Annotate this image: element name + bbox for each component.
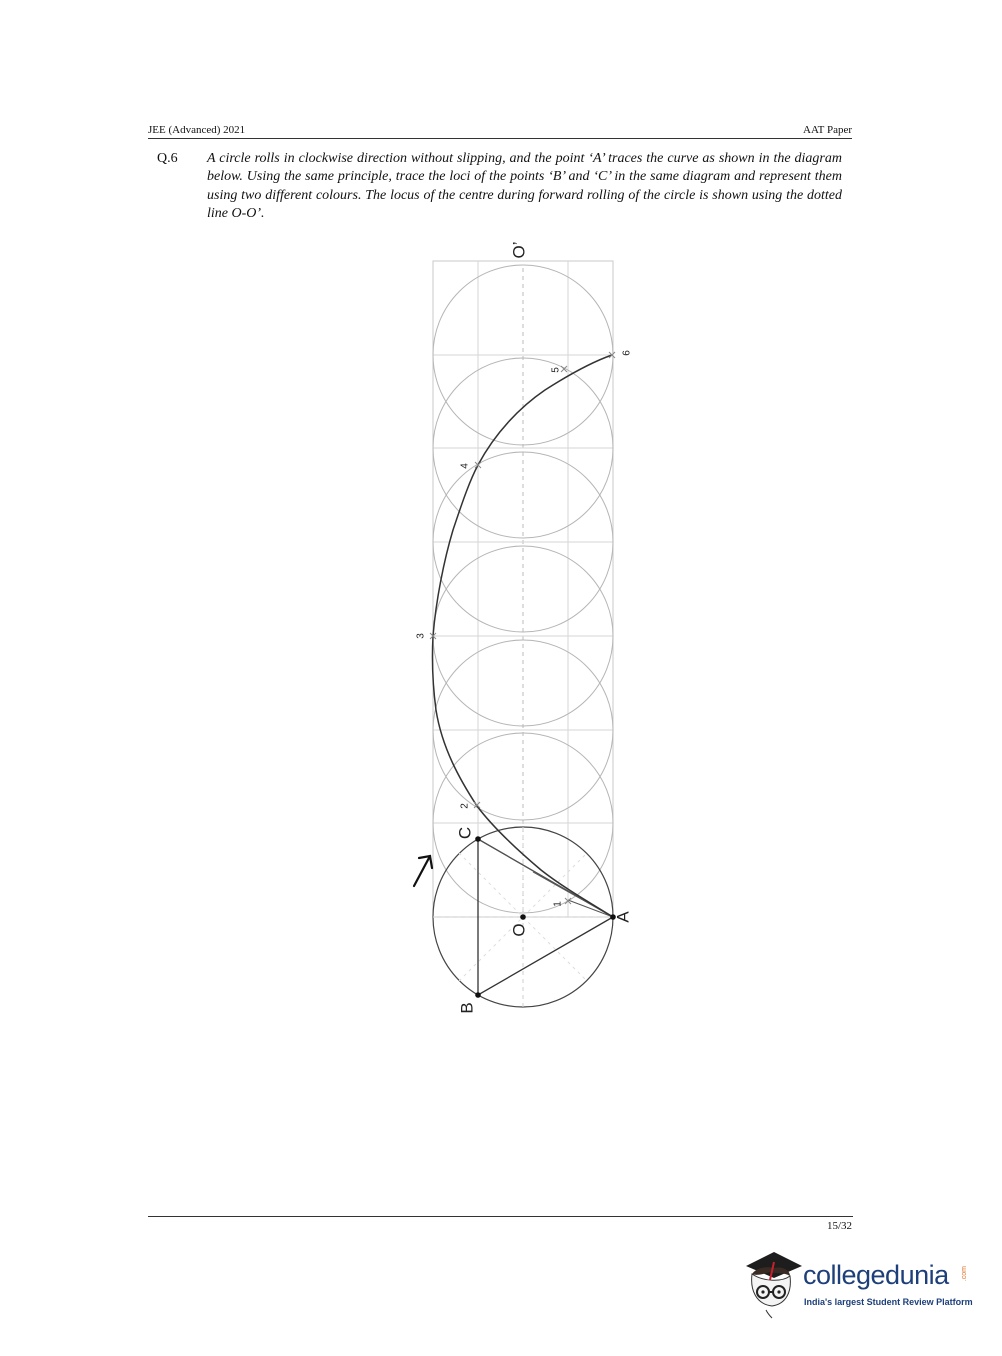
curve-point-label: 3 — [415, 633, 427, 639]
label-c: C — [455, 826, 475, 840]
label-b: B — [457, 1002, 477, 1014]
question-number: Q.6 — [157, 151, 178, 166]
curve-point-label: 4 — [459, 463, 471, 469]
header-paper-title: AAT Paper — [803, 124, 852, 136]
curve-point-label: 5 — [550, 367, 562, 373]
label-o-prime: O’ — [509, 241, 529, 259]
curve-point-label: 2 — [459, 803, 471, 809]
logo-suffix: .com — [961, 1266, 968, 1282]
curve-point-label: 6 — [621, 350, 633, 356]
label-o: O — [509, 923, 529, 937]
page-number: 15/32 — [826, 1220, 852, 1232]
collegedunia-logo — [740, 1246, 980, 1320]
logo-tagline: India's largest Student Review Platform — [804, 1297, 973, 1307]
header-exam-title: JEE (Advanced) 2021 — [148, 124, 246, 136]
footer-divider — [148, 1216, 853, 1217]
rolling-direction-arrow-icon — [414, 856, 432, 886]
logo-wordmark: collegedunia — [803, 1260, 949, 1290]
mascot-icon — [740, 1246, 804, 1320]
label-a: A — [613, 911, 633, 923]
curve-point-label: 1 — [552, 901, 564, 907]
question-text: A circle rolls in clockwise direction without slipping, and the point ‘A’ traces the curve as shown in the diagram below. Using the same principle, trace the loci of the points ‘B’ and ‘C’ in the same diagram and represent them using two different colours. The locus of the centre during forward rolling of the circle is shown using the dotted line O-O’. — [207, 151, 842, 222]
